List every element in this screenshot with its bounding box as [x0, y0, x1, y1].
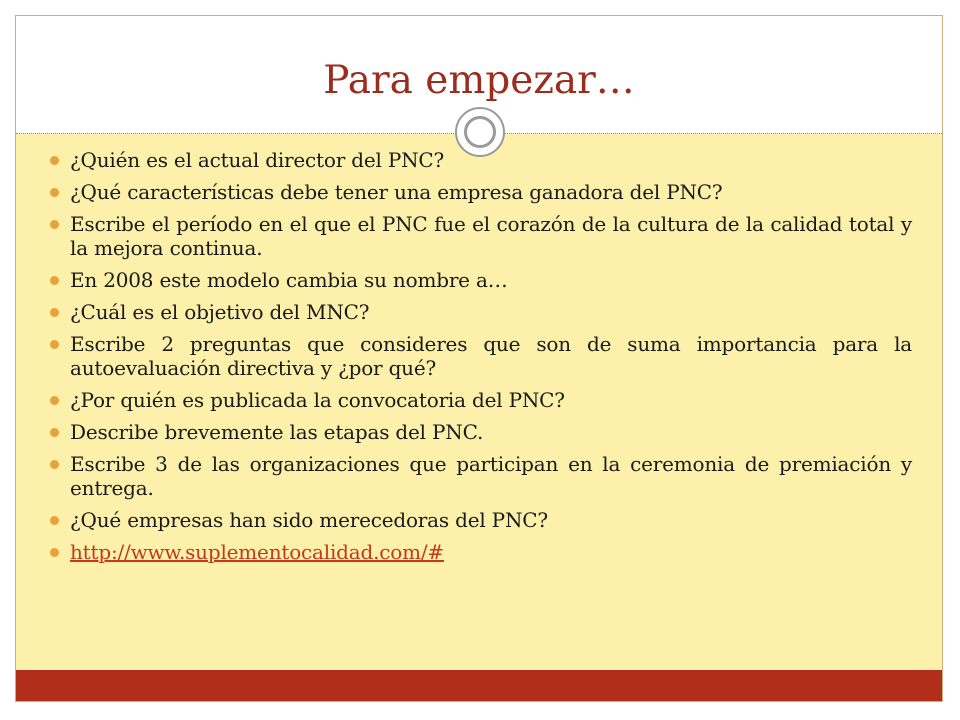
- bullet-text: Escribe 2 preguntas que consideres que son de suma importancia para la autoevaluación directiva y ¿por qué?: [70, 332, 912, 380]
- bullet-text: En 2008 este modelo cambia su nombre a…: [70, 268, 508, 292]
- bullet-text: Escribe 3 de las organizaciones que participan en la ceremonia de premiación y entrega.: [70, 452, 912, 500]
- slide-frame: [15, 15, 943, 702]
- bullet-text: Describe brevemente las etapas del PNC.: [70, 420, 484, 444]
- bullet-text: ¿Qué empresas han sido merecedoras del PNC?: [70, 508, 548, 532]
- bullet-text: ¿Quién es el actual director del PNC?: [70, 148, 445, 172]
- bullet-text: Escribe el período en el que el PNC fue el corazón de la cultura de la calidad total y la mejora continua.: [70, 212, 912, 260]
- suplemento-calidad-link[interactable]: http://www.suplementocalidad.com/#: [70, 540, 444, 564]
- bullet-text: ¿Por quién es publicada la convocatoria del PNC?: [70, 388, 565, 412]
- bullet-text: ¿Qué características debe tener una empresa ganadora del PNC?: [70, 180, 723, 204]
- bullet-text: ¿Cuál es el objetivo del MNC?: [70, 300, 370, 324]
- slide-title: Para empezar…: [323, 58, 635, 103]
